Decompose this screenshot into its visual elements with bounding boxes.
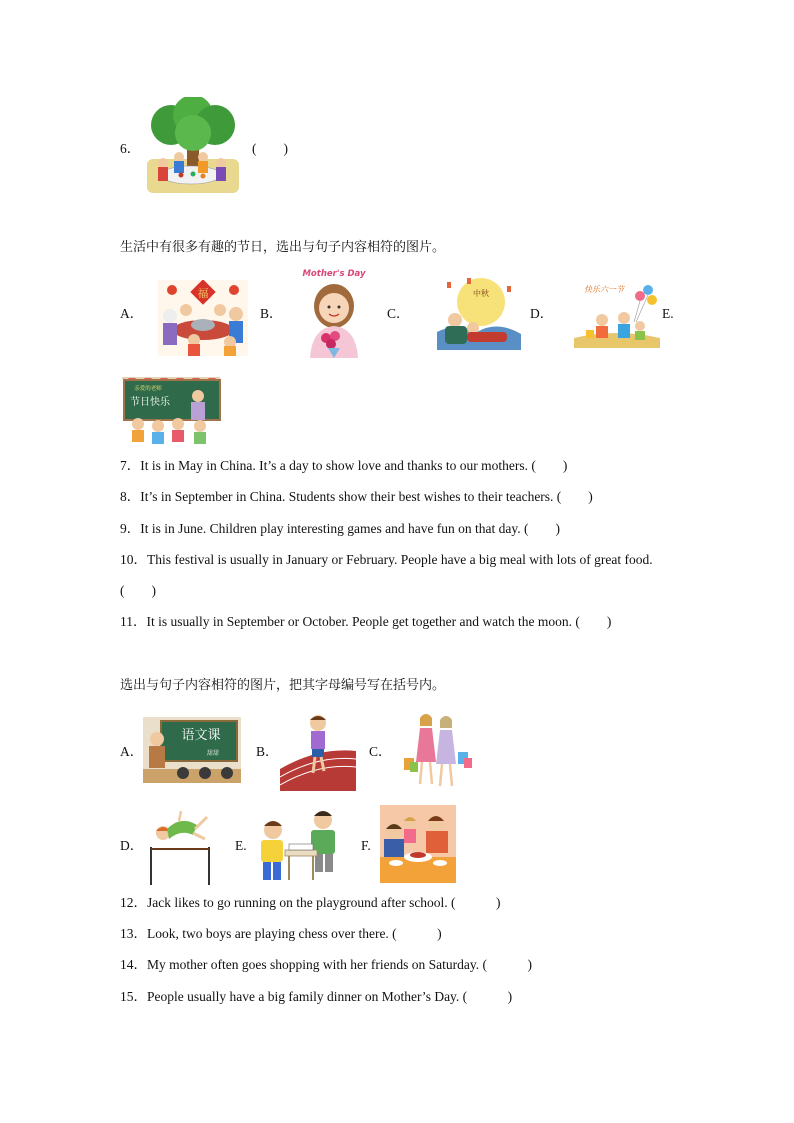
teacher-name-text: 甜甜	[206, 750, 220, 757]
women-shopping-image	[398, 712, 476, 790]
option-e-label: E.	[662, 306, 674, 321]
question-10: 10．This festival is usually in January or February. People have a big meal with lots of great food.	[120, 552, 653, 567]
option-2c-label: C．	[369, 744, 392, 759]
section-1-heading: 生活中有很多有趣的节日，选出与句子内容相符的图片。	[120, 240, 446, 255]
question-13: 13．Look, two boys are playing chess over there. ( )	[120, 926, 442, 941]
childrens-day-caption: 快乐六一节	[584, 285, 624, 294]
question-8: 8．It’s in September in China. Students show their best wishes to their teachers. ( )	[120, 489, 593, 504]
boys-playing-chess-image	[255, 806, 347, 886]
spring-festival-dinner-image	[158, 280, 248, 356]
picnic-under-tree-image	[141, 97, 243, 197]
mothers-day-caption: Mother's Day	[302, 269, 366, 279]
jieri-kuaile-text: 节日快乐	[130, 397, 170, 408]
option-d-label: D．	[530, 306, 554, 321]
chinese-class-image	[143, 717, 241, 783]
question-10-blank: ( )	[120, 583, 156, 598]
item-6-answer-blank: ( )	[252, 141, 288, 156]
fu-character: 福	[197, 287, 209, 300]
zhongqiu-text: 中秋	[473, 289, 489, 298]
family-dinner-image	[380, 805, 456, 883]
option-2a-label: A．	[120, 744, 144, 759]
section-2-heading: 选出与句子内容相符的图片，把其字母编号写在括号内。	[120, 678, 446, 693]
option-2f-label: F.	[361, 838, 371, 853]
teachers-day-image	[120, 374, 224, 444]
boy-running-image	[280, 711, 356, 791]
question-14: 14．My mother often goes shopping with her friends on Saturday. ( )	[120, 957, 532, 972]
question-7: 7．It is in May in China. It’s a day to show love and thanks to our mothers. ( )	[120, 458, 568, 473]
yuwenke-text: 语文课	[181, 728, 221, 743]
option-2e-label: E.	[235, 838, 247, 853]
question-15: 15．People usually have a big family dinner on Mother’s Day. ( )	[120, 989, 513, 1004]
mid-autumn-image	[437, 276, 521, 350]
boy-high-jump-image	[145, 807, 215, 885]
item-6-number: 6．	[120, 141, 141, 156]
teacher-title-text: 亲爱的老师	[134, 386, 162, 392]
question-9: 9．It is in June. Children play interesting games and have fun on that day. ( )	[120, 521, 561, 536]
question-11: 11．It is usually in September or October. People get together and watch the moon. ( )	[120, 614, 612, 629]
mothers-day-image	[298, 266, 370, 362]
option-2b-label: B．	[256, 744, 279, 759]
option-a-label: A．	[120, 306, 144, 321]
childrens-day-image	[574, 282, 660, 348]
option-b-label: B．	[260, 306, 283, 321]
option-2d-label: D．	[120, 838, 144, 853]
question-12: 12．Jack likes to go running on the playground after school. ( )	[120, 895, 501, 910]
option-c-label: C．	[387, 306, 410, 321]
